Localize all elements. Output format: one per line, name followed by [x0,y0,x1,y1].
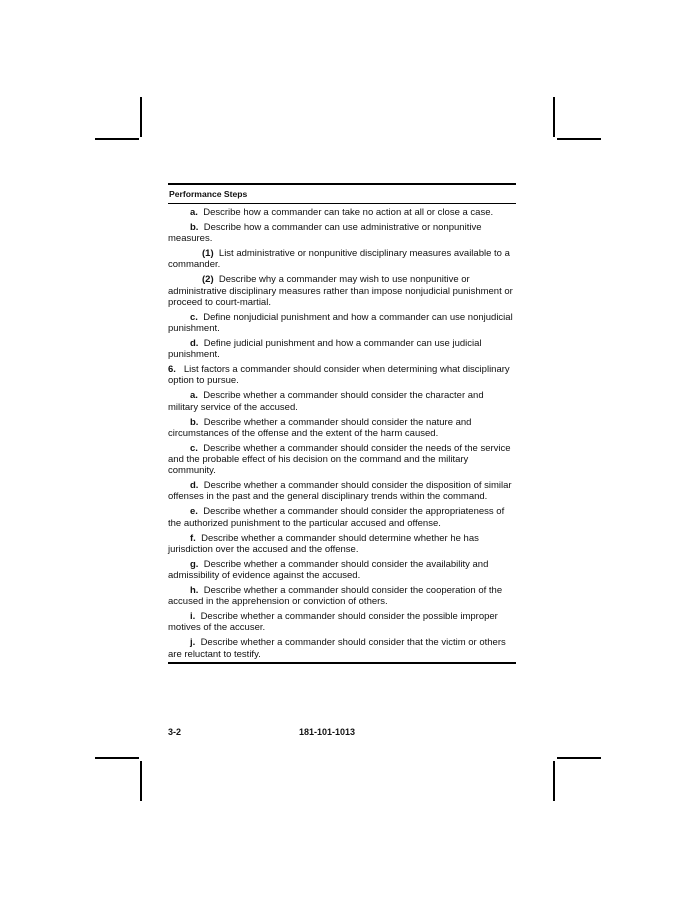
step-marker: (1) [202,248,214,260]
step-item [168,611,516,634]
step-item [168,443,516,477]
crop-mark-bottom-left-horizontal [95,757,139,759]
step-text: Define judicial punishment and how a commander can use judicial punishment. [168,337,482,361]
step-marker: f. [190,532,196,544]
step-text: Describe whether a commander should consider the nature and circumstances of the offense and the extent of the harm caused. [168,416,472,439]
step-marker: d. [190,337,199,349]
document-page [168,183,516,664]
crop-mark-top-left-vertical [140,97,142,137]
page-number: 3-2 [168,727,182,737]
document-number: 181-101-1013 [299,727,356,737]
step-text: Describe whether a commander should consider the availability and admissibility of evidence against the accused. [168,558,489,582]
step-item [168,312,516,335]
body-bottom-rule [168,662,516,664]
step-text: Describe whether a commander should consider the needs of the service and the probable effect of his decision on the command and the military community. [168,442,511,477]
step-marker: j. [190,637,196,649]
step-item [168,480,516,503]
step-text: Define nonjudicial punishment and how a commander can use nonjudicial punishment. [168,311,513,335]
section-header: Performance Steps [169,189,248,199]
step-item [168,207,516,218]
step-marker: b. [190,416,199,428]
step-marker: c. [190,311,198,323]
step-marker: g. [190,558,199,570]
step-marker: b. [190,221,199,233]
crop-mark-top-left-horizontal [95,138,139,140]
step-item [168,585,516,608]
performance-steps-list [168,204,516,660]
step-text: List factors a commander should consider when determining what disciplinary option to pursue. [168,364,510,387]
step-item [168,533,516,556]
step-text: Describe whether a commander should consider the appropriateness of the authorized punishment to the particular accused and offense. [168,506,505,529]
step-item [168,222,516,245]
step-marker: c. [190,442,198,454]
step-marker: (2) [202,274,214,286]
step-text: List administrative or nonpunitive disciplinary measures available to a commander. [168,248,510,271]
step-text: Describe whether a commander should consider that the victim or others are reluctant to testify. [168,637,506,660]
step-text: Describe whether a commander should consider the possible improper motives of the accuser. [168,611,498,634]
step-text: Describe whether a commander should consider the cooperation of the accused in the apprehension or conviction of others. [168,584,503,608]
crop-mark-bottom-left-vertical [140,761,142,801]
step-marker: 6. [168,364,176,376]
step-marker: h. [190,584,199,596]
step-item [168,417,516,440]
step-item [168,390,516,413]
crop-mark-bottom-right-vertical [553,761,555,801]
step-marker: a. [190,207,198,218]
step-item [168,559,516,582]
step-item [168,274,516,308]
step-marker: e. [190,506,198,518]
step-item [168,506,516,529]
crop-mark-top-right-vertical [553,97,555,137]
step-item [168,248,516,271]
step-text: Describe whether a commander should determine whether he has jurisdiction over the accused and the offense. [168,532,479,555]
crop-mark-top-right-horizontal [557,138,601,140]
step-item [168,637,516,660]
step-text: Describe whether a commander should consider the character and military service of the accused. [168,390,484,413]
step-text: Describe how a commander can use administrative or nonpunitive measures. [168,221,482,245]
step-text: Describe how a commander can take no action at all or close a case. [203,207,494,218]
step-item [168,364,516,387]
step-text: Describe why a commander may wish to use nonpunitive or administrative disciplinary measures rather than impose nonjudicial punishment or proceed to court-martial. [168,274,513,308]
step-marker: i. [190,611,196,623]
step-text: Describe whether a commander should consider the disposition of similar offenses in the past and the general disciplinary trends within the command. [168,480,512,503]
step-item [168,338,516,361]
crop-mark-bottom-right-horizontal [557,757,601,759]
step-marker: a. [190,390,198,402]
step-marker: d. [190,480,199,492]
